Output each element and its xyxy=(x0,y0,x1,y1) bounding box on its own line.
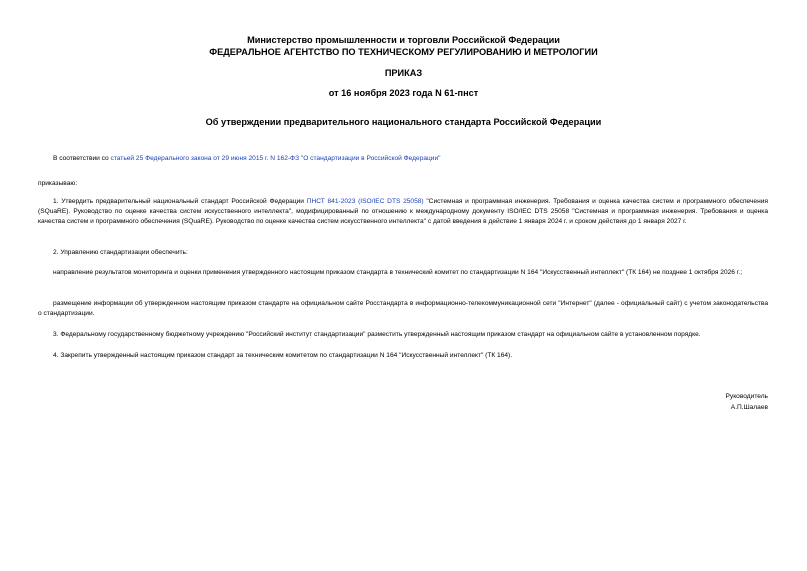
agency-name: ФЕДЕРАЛЬНОЕ АГЕНТСТВО ПО ТЕХНИЧЕСКОМУ РЕГУЛИРОВАНИЮ И МЕТРОЛОГИИ xyxy=(209,47,598,57)
signatory-name: А.П.Шалаев xyxy=(730,404,768,411)
item-4-paragraph: 4. Закрепить утвержденный настоящим приказом стандарт за техническим комитетом по стандартизации N 164 "Искусственный интеллект" (ТК 164). xyxy=(53,352,513,359)
document-date-number: от 16 ноября 2023 года N 61-пнст xyxy=(328,88,479,98)
item-1-prefix: 1. Утвердить предварительный национальный стандарт Российской Федерации xyxy=(53,198,307,205)
item-3-paragraph: 3. Федеральному государственному бюджетному учреждению "Российский институт стандартизации" разместить утвержденный настоящим приказом стандарт на официальном сайте в установленном порядке. xyxy=(53,331,701,338)
signatory-position: Руководитель xyxy=(725,393,768,400)
item-2-paragraph: 2. Управлению стандартизации обеспечить: xyxy=(53,249,188,256)
order-word: приказываю: xyxy=(38,180,78,187)
basis-prefix: В соответствии со xyxy=(53,155,111,162)
document-title: Об утверждении предварительного национального стандарта Российской Федерации xyxy=(205,117,602,127)
federal-law-link[interactable]: статьей 25 Федерального закона от 29 июня 2015 г. N 162-ФЗ "О стандартизации в Российской Федерации" xyxy=(110,155,441,162)
item-2b-paragraph: размещение информации об утвержденном настоящим приказом стандарте на официальном сайте Росстандарта в информационно-телекоммуникационной сети "Интернет" (далее - официальный сайт) с учетом законодательства о стандартизации. xyxy=(38,300,768,317)
item-2a-paragraph: направление результатов мониторинга и оценки применения утвержденного настоящим приказом стандарта в технический комитет по стандартизации N 164 "Искусственный интеллект" (ТК 164) не позднее 1 октября 2026 г.; xyxy=(53,269,743,276)
ministry-name: Министерство промышленности и торговли Российской Федерации xyxy=(247,35,560,45)
item-1-paragraph xyxy=(38,197,768,227)
standard-link[interactable]: ПНСТ 841-2023 (ISO/IEC DTS 25058) xyxy=(306,198,424,205)
document-type: ПРИКАЗ xyxy=(384,68,423,78)
basis-paragraph xyxy=(38,154,768,164)
item-1-suffix: "Системная и программная инженерия. Требования и оценка качества систем и программного обеспечения (SQuaRE). Руководство по оценке качества систем искусственного интеллекта", модифицированный по отношению к международному документу ISO/IEC DTS 25058 "Системная и программная инженерия. Требования и оценка качества систем и программного обеспечения (SQuaRE). Руководство по оценке качества систем искусственного интеллекта" с датой введения в действие 1 января 2024 г. и сроком действия до 1 января 2027 г. xyxy=(38,198,768,225)
